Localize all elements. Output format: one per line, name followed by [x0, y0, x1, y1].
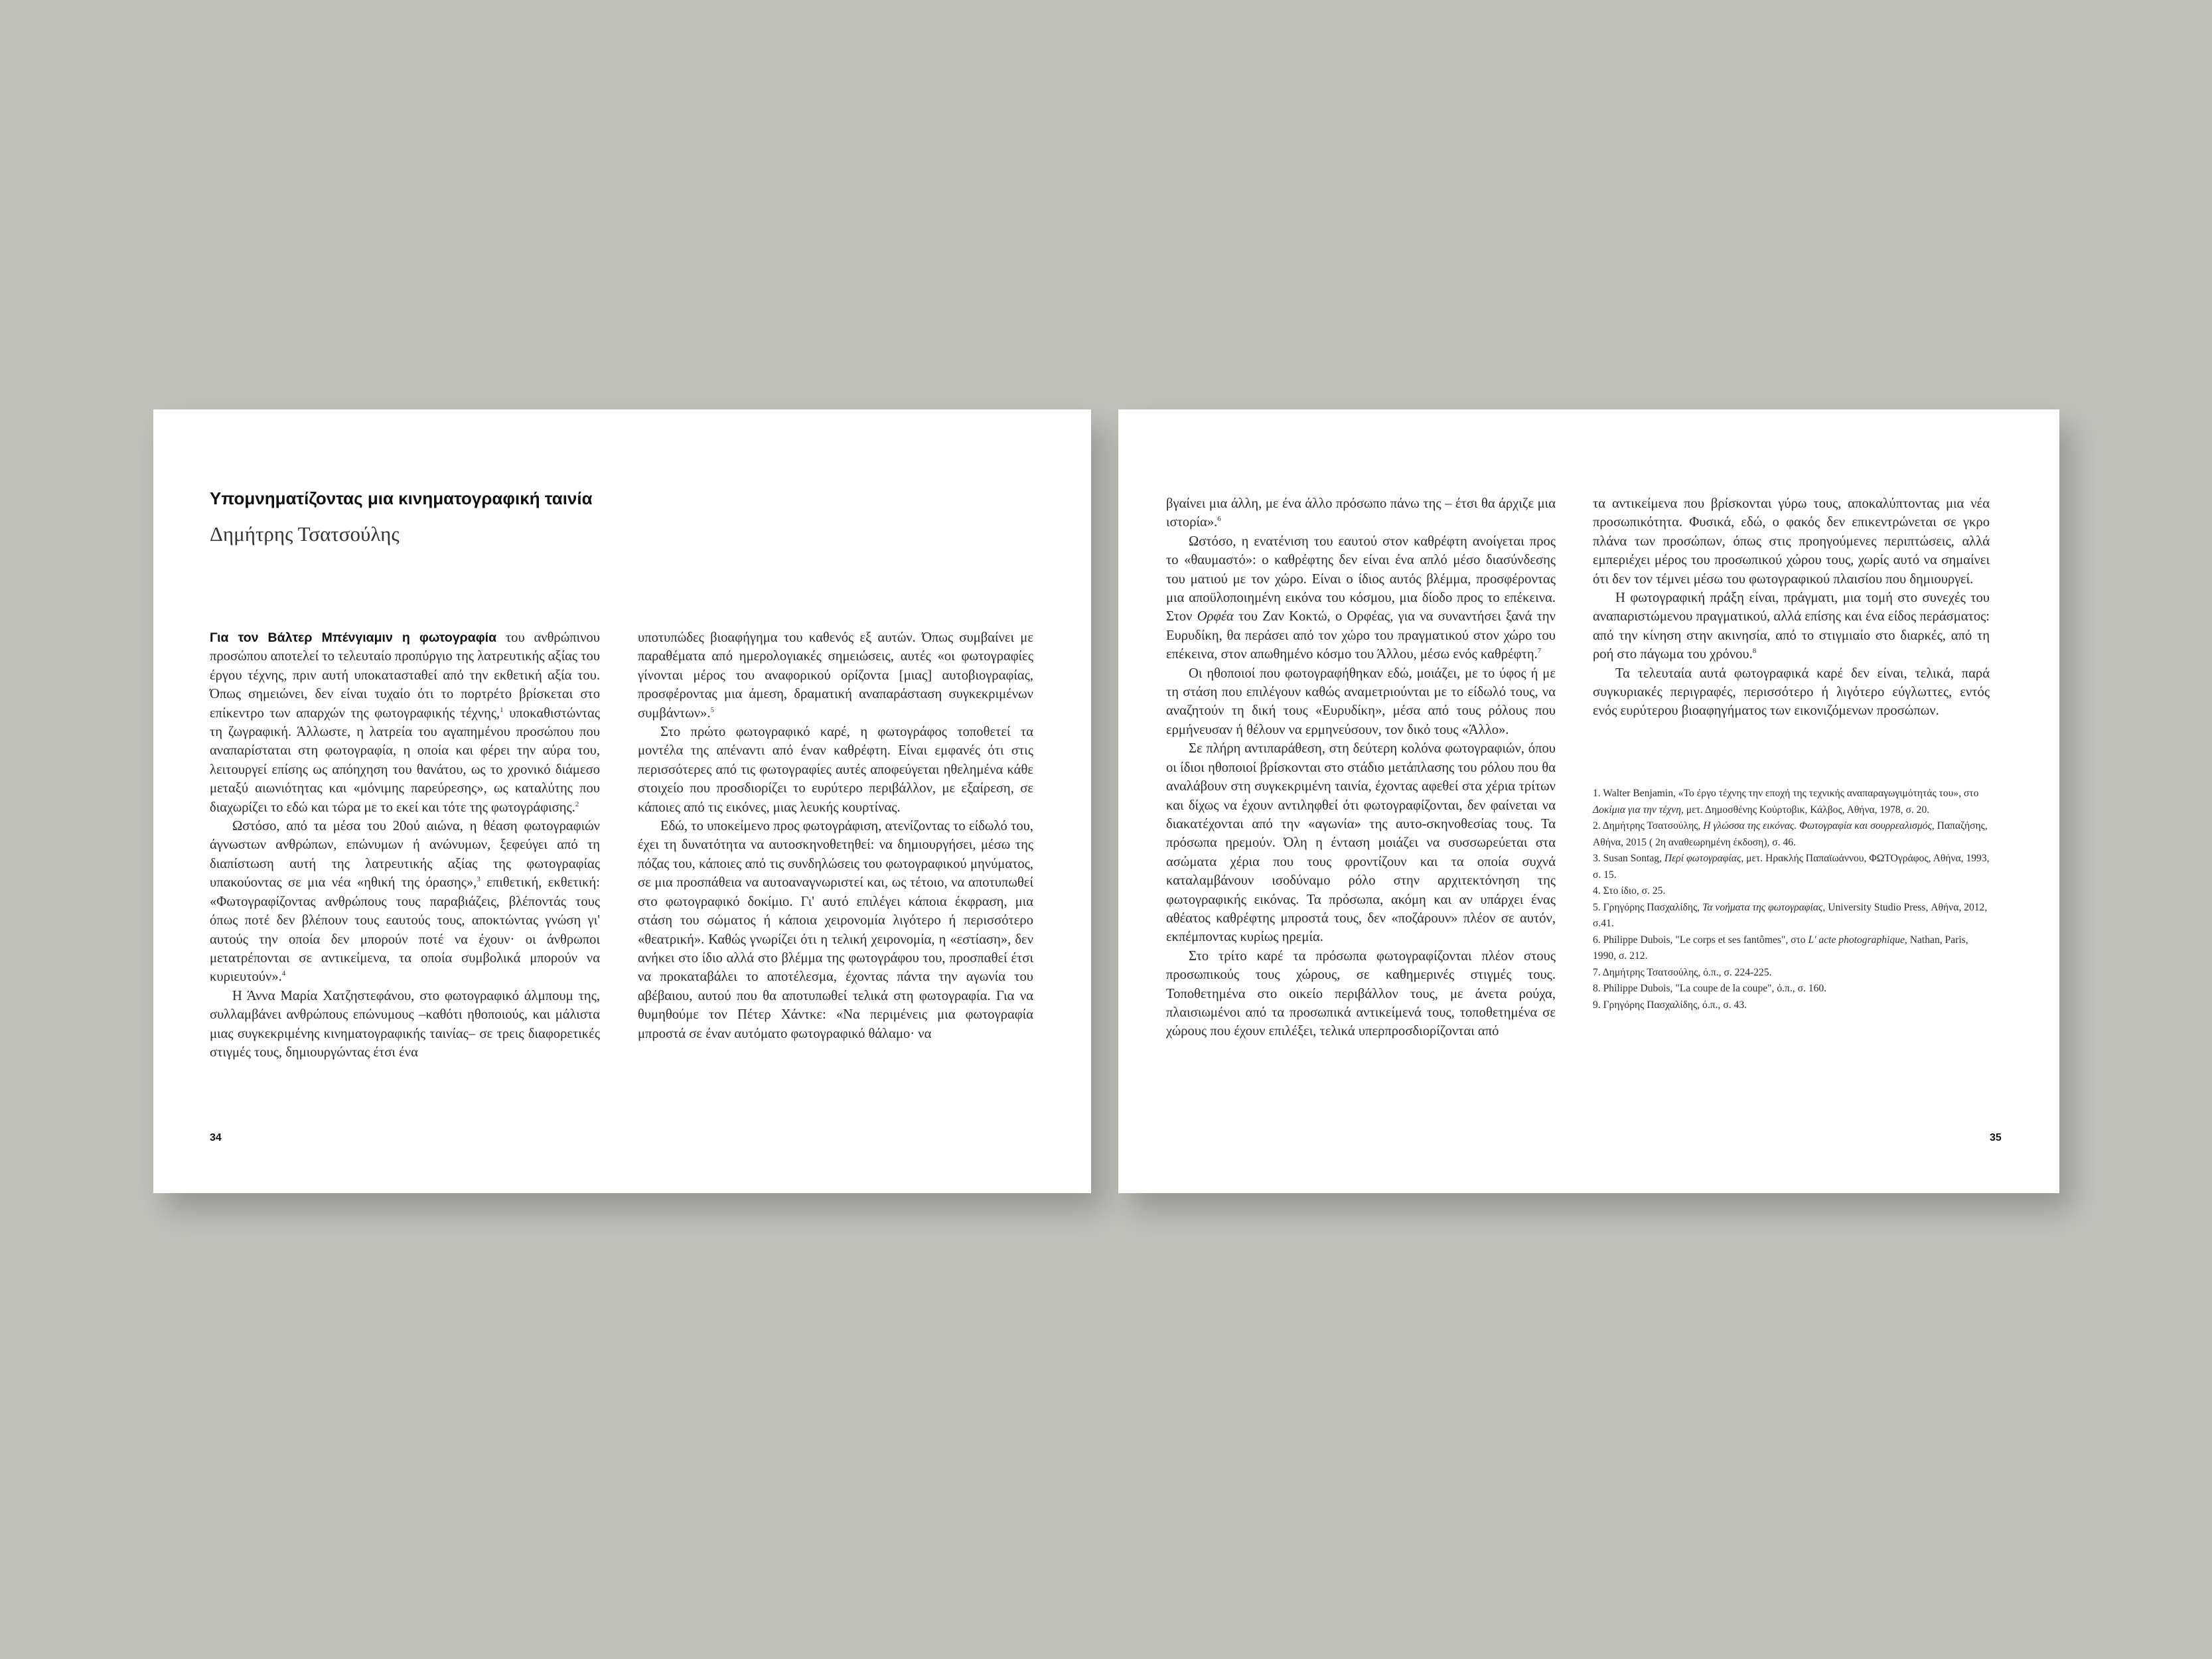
footnote-text: , Παπαζήσης, Αθήνα, 2015 ( 2η αναθεωρημένη έκδοση), σ. 46.: [1593, 820, 1988, 848]
paragraph: [210, 628, 600, 817]
footnote-ref: 7: [1537, 647, 1542, 656]
footnote-italic: Περί φωτογραφίας: [1664, 853, 1741, 864]
paragraph: [1166, 494, 1556, 532]
footnote-text: 2. Δημήτρης Τσατσούλης,: [1593, 820, 1704, 831]
article-title: Υπομνηματίζοντας μια κινηματογραφική ταινία: [210, 488, 593, 508]
footnote-text: , μετ. Δημοσθένης Κούρτοβικ, Κάλβος, Αθήνα, 1978, σ. 20.: [1680, 804, 1930, 816]
paragraph-text: Ωστόσο, από τα μέσα του 20ού αιώνα, η θέαση φωτογραφιών άγνωστων ανθρώπων, επώνυμων ή ανώνυμων, ξεφεύγει από τη διαπίστωση αυτή της λατρευτικής αξίας της φωτογραφίας υπακούοντας σε μια νέα «ηθική της όρασης»,: [210, 819, 600, 891]
footnote-italic: Δοκίμια για την τέχνη: [1593, 804, 1681, 816]
footnote: [1593, 900, 1990, 932]
footnote-text: 8. Philippe Dubois, "La coupe de la coupe", ό.π., σ. 160.: [1593, 983, 1827, 994]
footnote-ref: 1: [500, 705, 504, 714]
footnote-text: 3. Susan Sontag,: [1593, 853, 1664, 864]
footnote-ref: 2: [575, 800, 579, 808]
paragraph-text: του Ζαν Κοκτώ, ο Ορφέας, για να συναντήσει ξανά την Ευρυδίκη, θα περάσει από τον χώρο του πραγματικού στον χώρο του επέκεινα, στον απωθημένο κόσμο του Άλλου, μέσω ενός καθρέφτη.: [1166, 609, 1556, 662]
paragraph-lead: Για τον Βάλτερ Μπένγιαμιν η φωτογραφία: [210, 630, 497, 645]
left-page: [153, 409, 1091, 1193]
paragraph-text: Ωστόσο, η ενατένιση του εαυτού στον καθρέφτη ανοίγεται προς το «θαυμαστό»: ο καθρέφτης δεν είναι ένα απλό μέσο διασύνδεσης του ματιού με τον χώρο. Είναι ο ίδιος αυτός βλέμμα, προσφέροντας μια αποϋλοποιημένη εικόνα του κόσμου, μια δίοδο προς το επέκεινα. Στον: [1166, 534, 1556, 624]
footnote-ref: 4: [281, 970, 286, 978]
footnote-text: 7. Δημήτρης Τσατσούλης, ό.π., σ. 224-225.: [1593, 966, 1772, 978]
paragraph-text: Εδώ, το υποκείμενο προς φωτογράφιση, ατενίζοντας το είδωλό του, έχει τη δυνατότητα να αυτοσκηνοθετηθεί: να δημιουργήσει, μέσω της πόζας του, κάποιες από τις συνδηλώσεις του φωτογραφικού μηνύματος, σε μια προσπάθεια να αυτοαναγνωριστεί και, ως τέτοιο, να αποτυπωθεί στο φωτογραφικό δοκίμιο. Γι' αυτό επιλέγει κάποια έκφραση, μια στάση του σώματος ή κάποια χειρονομία λιγότερο ή περισσότερο «θεατρική». Καθώς γνωρίζει ότι η τελική χειρονομία, η «εστίαση», δεν ανήκει στο ίδιο αλλά στο βλέμμα της φωτογράφου του, προσπαθεί έτσι να προκαταβάλει το αποτέλεσμα, έχοντας πάντα την αγωνία του αβέβαιου, αυτού που θα αποτυπωθεί τελικά στη φωτογραφία. Για να θυμηθούμε τον Πέτερ Χάντκε: «Να περιμένεις μια φωτογραφία μπροστά σε έναν αυτόματο φωτογραφικό θάλαμο· να: [638, 819, 1033, 1041]
footnote-italic: Η γλώσσα της εικόνας. Φωτογραφία και σουρρεαλισμός: [1703, 820, 1932, 831]
paragraph-text: του ανθρώπινου προσώπου αποτελεί το τελευταίο προπύργιο της λατρευτικής αξίας του έργου τέχνης, πριν αυτή υποκατασταθεί από την εκθετική αξία του. Όπως σημειώνει, δεν είναι τυχαίο ότι το πορτρέτο βρίσκεται στο επίκεντρο των απαρχών της φωτογραφικής τέχνης,: [210, 630, 601, 721]
article-author: Δημήτρης Τσατσούλης: [210, 522, 400, 545]
footnote-ref: 3: [477, 875, 480, 884]
paragraph: [1166, 739, 1556, 946]
footnote-ref: 6: [1217, 515, 1221, 524]
italic-text: Ορφέα: [1197, 609, 1234, 624]
page-number: 35: [1990, 1132, 2002, 1143]
paragraph: [1166, 532, 1556, 664]
paragraph-text: Οι ηθοποιοί που φωτογραφήθηκαν εδώ, μοιάζει, με το ύφος ή με τη στάση που επιλέγουν καθώς αναμετριούνται με το είδωλό τους, να αναζητούν τη δική τους «Ευρυδίκη», μέσα από τους ρόλους που ερμήνευσαν ή θέλουν να ερμηνεύσουν, τον δικό τους «Άλλο».: [1166, 666, 1556, 737]
footnote-ref: 8: [1752, 647, 1757, 656]
footnote: [1593, 981, 1990, 997]
paragraph: [1166, 664, 1556, 740]
paragraph: [638, 817, 1033, 1043]
footnote-text: 9. Γρηγόρης Πασχαλίδης, ό.π., σ. 43.: [1593, 999, 1747, 1011]
right-column-2: [1593, 494, 1990, 721]
paragraph-text: Η Άννα Μαρία Χατζηστεφάνου, στο φωτογραφικό άλμπουμ της, συλλαμβάνει ανθρώπους επώνυμους –καθότι ηθοποιούς, και μάλιστα μιας συγκεκριμένης κινηματογραφικής ταινίας– σε τρεις διαφορετικές στιγμές τους, δημιουργώντας έτσι ένα: [210, 988, 600, 1060]
paragraph-text: Σε πλήρη αντιπαράθεση, στη δεύτερη κολόνα φωτογραφιών, όπου οι ίδιοι ηθοποιοί βρίσκονται στο στάδιο μετάπλασης του ρόλου που θα αναλάβουν στη συγκεκριμένη ταινία, έχοντας αφεθεί στα χέρια τρίτων και δίχως να έχουν αντιληφθεί ότι φωτογραφίζονται, δεν φαίνεται να διακατέχονται από την «αγωνία» της αυτο-σκηνοθεσίας τους. Τα πρόσωπα ηρεμούν. Όλη η ένταση μοιάζει να συσσωρεύεται στα ασώματα χέρια που τους φροντίζουν και τα οποία συχνά καταλαμβάνουν ισοδύναμο ρόλο στην αρχιτεκτόνηση της φωτογραφικής εικόνας. Τα πρόσωπα, ακόμη και αν υπάρχει ένας αθέατος καθρέφτης μπροστά τους, δεν «ποζάρουν» πλέον σε αυτόν, εκπέμποντας κυρίως ηρεμία.: [1166, 741, 1556, 945]
paragraph: [638, 723, 1033, 817]
footnote-text: 5. Γρηγόρης Πασχαλίδης,: [1593, 901, 1703, 913]
footnote-italic: Τα νοήματα της φωτογραφίας: [1702, 901, 1823, 913]
paragraph-text: Η φωτογραφική πράξη είναι, πράγματι, μια τομή στο συνεχές του αναπαριστώμενου πραγματικού, αλλά επίσης και ένα είδος περάσματος: από την κίνηση στην ακινησία, από το στιγμιαίο στο διαρκές, από τη ροή στο πάγωμα του χρόνου.: [1593, 591, 1990, 662]
paragraph-text: Τα τελευταία αυτά φωτογραφικά καρέ δεν είναι, τελικά, παρά συγκυριακές περιγραφές, περισσότερο ή λιγότερο εύγλωττες, εντός ενός ευρύτερου βιοαφηγήματος των εικονιζόμενων προσώπων.: [1593, 666, 1990, 719]
paragraph: [210, 987, 600, 1062]
paragraph: [1593, 494, 1990, 589]
footnote-text: , University Studio Press, Αθήνα, 2012, σ.41.: [1593, 901, 1988, 929]
paragraph-text: βγαίνει μια άλλη, με ένα άλλο πρόσωπο πάνω της – έτσι θα άρχιζε μια ιστορία».: [1166, 496, 1556, 530]
footnote: [1593, 965, 1990, 981]
right-page: [1118, 409, 2059, 1193]
left-column-1: [210, 628, 600, 1062]
footnote: [1593, 883, 1990, 900]
footnote-text: , Nathan, Paris, 1990, σ. 212.: [1593, 934, 1968, 962]
paragraph: [1593, 664, 1990, 721]
paragraph: [210, 817, 600, 987]
footnote: [1593, 932, 1990, 965]
paragraph: [638, 628, 1033, 723]
paragraph: [1593, 589, 1990, 664]
paragraph-text: Στο πρώτο φωτογραφικό καρέ, η φωτογράφος τοποθετεί τα μοντέλα της απέναντι από έναν καθρέφτη. Είναι εμφανές ότι στις περισσότερες από τις φωτογραφίες αυτές αποφεύγεται ηθελημένα κάθε στοιχείο που προσδιορίζει το ευρύτερο περιβάλλον, με εξαίρεση, σε κάποιες από τις εικόνες, μιας λευκής κουρτίνας.: [638, 725, 1033, 815]
footnote-ref: 5: [710, 705, 715, 714]
footnote-text: , μετ. Ηρακλής Παπαϊωάννου, ΦΩΤΟγράφος, Αθήνα, 1993, σ. 15.: [1593, 853, 1990, 881]
footnote: [1593, 818, 1990, 851]
footnote-text: 1. Walter Benjamin, «Το έργο τέχνης την εποχή της τεχνικής αναπαραγωγιμότητάς του», στο: [1593, 788, 1979, 799]
paragraph: [1166, 947, 1556, 1041]
paragraph-text: υποκαθιστώντας τη ζωγραφική. Άλλωστε, η λατρεία του αγαπημένου προσώπου που αναπαρίσταται στη φωτογραφία, η οποία και φέρει την αύρα του, λειτουργεί επίσης ως απόηχηση του θανάτου, ως το χρονικό διάμεσο μεταξύ αιωνιότητας και «μόνιμης παρεύρεσης», ως καταλύτης που διαχωρίζει το εδώ και τώρα με το εκεί και τότε της φωτογράφισης.: [210, 705, 600, 815]
right-column-1: [1166, 494, 1556, 1041]
paragraph-text: επιθετική, εκθετική: «Φωτογραφίζοντας ανθρώπους τους παραβιάζεις, βλέποντάς τους όπως ποτέ δεν βλέπουν τους εαυτούς τους, αποκτώντας γνώση γι' αυτούς την οποία δεν μπορούν ποτέ να έχουν· οι άνθρωποι μετατρέπονται σε αντικείμενα, τα οποία συμβολικά μπορούν να κυριευτούν».: [210, 875, 601, 985]
footnote: [1593, 786, 1990, 818]
footnotes: [1593, 786, 1990, 1013]
paragraph-text: τα αντικείμενα που βρίσκονται γύρω τους, αποκαλύπτοντας μια νέα προσωπικότητα. Φυσικά, εδώ, ο φακός δεν επικεντρώνεται σε γκρο πλάνα των προσώπων, όπως στις προηγούμενες περιπτώσεις, αλλά εμπεριέχει μέρος του προσωπικού χώρου τους, χωρίς αυτό να σημαίνει ότι δεν τον τέμνει μέσω του φωτογραφικού πλαισίου που δημιουργεί.: [1593, 496, 1990, 587]
footnote-italic: L' acte photographique: [1808, 934, 1905, 946]
left-column-2: [638, 628, 1033, 1043]
footnote: [1593, 997, 1990, 1014]
footnote-text: 4. Στο ίδιο, σ. 25.: [1593, 885, 1666, 897]
paragraph-text: υποτυπώδες βιοαφήγημα του καθενός εξ αυτών. Όπως συμβαίνει με παραθέματα από ημερολογιακές σημειώσεις, αυτές «οι φωτογραφίες γίνονται μέρος του αναφορικού ορίζοντα [μιας] αυτοβιογραφίας, προσφέροντας μια άμεση, δραματική αναπαράσταση συγκεκριμένων συμβάντων».: [638, 630, 1033, 721]
paragraph-text: Στο τρίτο καρέ τα πρόσωπα φωτογραφίζονται πλέον στους προσωπικούς τους χώρους, σε καθημερινές στιγμές τους. Τοποθετημένα στο οικείο περιβάλλον τους, με άνετα ρούχα, πλαισιωμένοι από τα προσωπικά αντικείμενά τους, τοποθετημένα σε χώρους που έχουν επιλέξει, τελικά υπερπροσδιορίζονται από: [1166, 948, 1556, 1039]
page-number: 34: [210, 1132, 222, 1143]
footnote: [1593, 851, 1990, 883]
footnote-text: 6. Philippe Dubois, "Le corps et ses fantômes", στο: [1593, 934, 1808, 946]
